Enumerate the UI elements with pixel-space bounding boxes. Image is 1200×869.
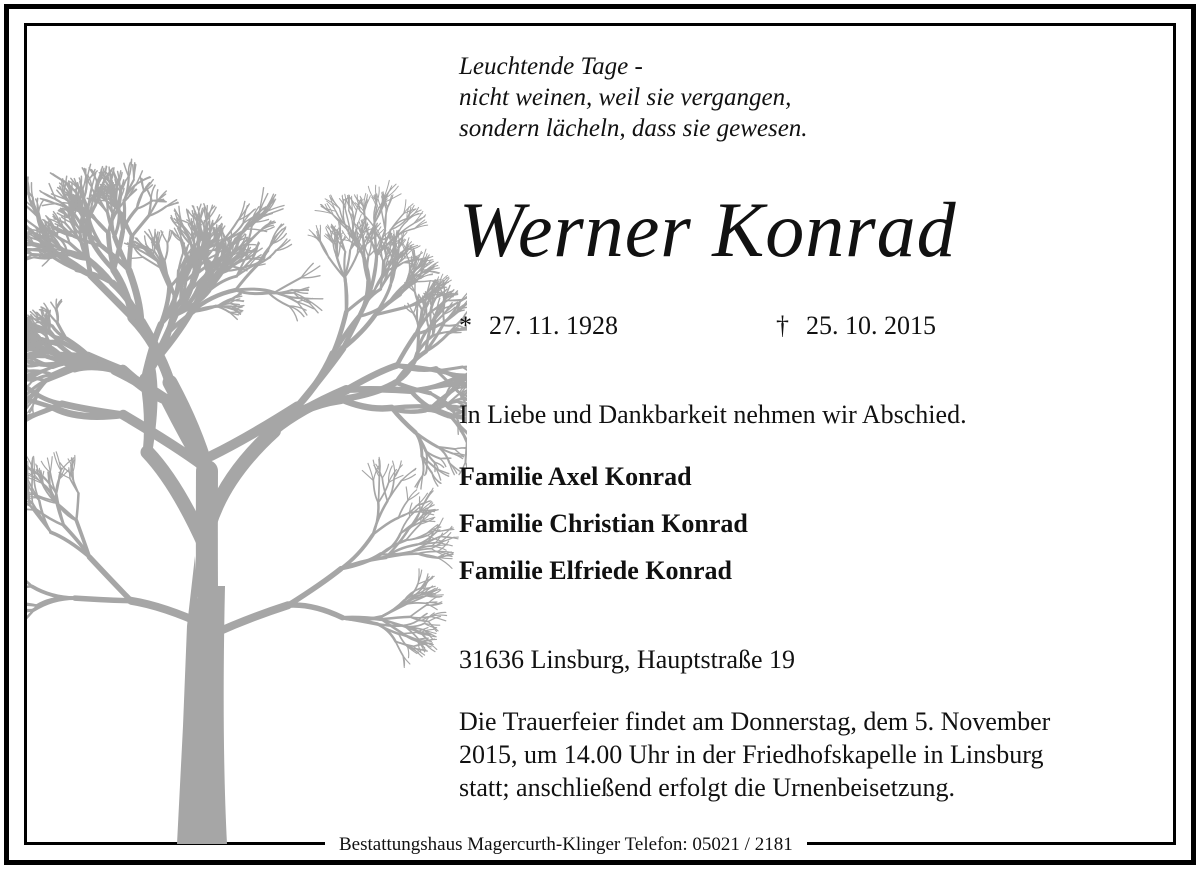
birth-star-icon: * [459,311,472,340]
birth-date-group [459,308,618,344]
bare-tree-icon [27,26,467,844]
poem [459,51,808,144]
family-name: Familie Axel Konrad [459,462,692,491]
poem-line: Leuchtende Tage - [459,53,643,80]
death-date: 25. 10. 2015 [806,311,936,340]
ceremony-line: statt; anschließend erfolgt die Urnenbeisetzung. [459,773,956,802]
ceremony-line: 2015, um 14.00 Uhr in der Friedhofskapelle in Linsburg [459,740,1044,769]
death-cross-icon: † [776,311,789,340]
ceremony-line: Die Trauerfeier findet am Donnerstag, dem 5. November [459,707,1051,736]
farewell-text: In Liebe und Dankbarkeit nehmen wir Abschied. [459,400,967,429]
birth-date: 27. 11. 1928 [489,311,619,340]
deceased-name: Werner Konrad [459,186,957,273]
family-name: Familie Elfriede Konrad [459,556,732,585]
family-list [459,453,748,594]
family-name: Familie Christian Konrad [459,509,748,538]
death-date-group [776,308,936,344]
funeral-home-footer: Bestattungshaus Magercurth-Klinger Telefon: 05021 / 2181 [325,833,807,857]
poem-line: sondern lächeln, dass sie gewesen. [459,115,808,142]
poem-line: nicht weinen, weil sie vergangen, [459,84,792,111]
ceremony-notice [459,705,1164,804]
address: 31636 Linsburg, Hauptstraße 19 [459,645,796,674]
